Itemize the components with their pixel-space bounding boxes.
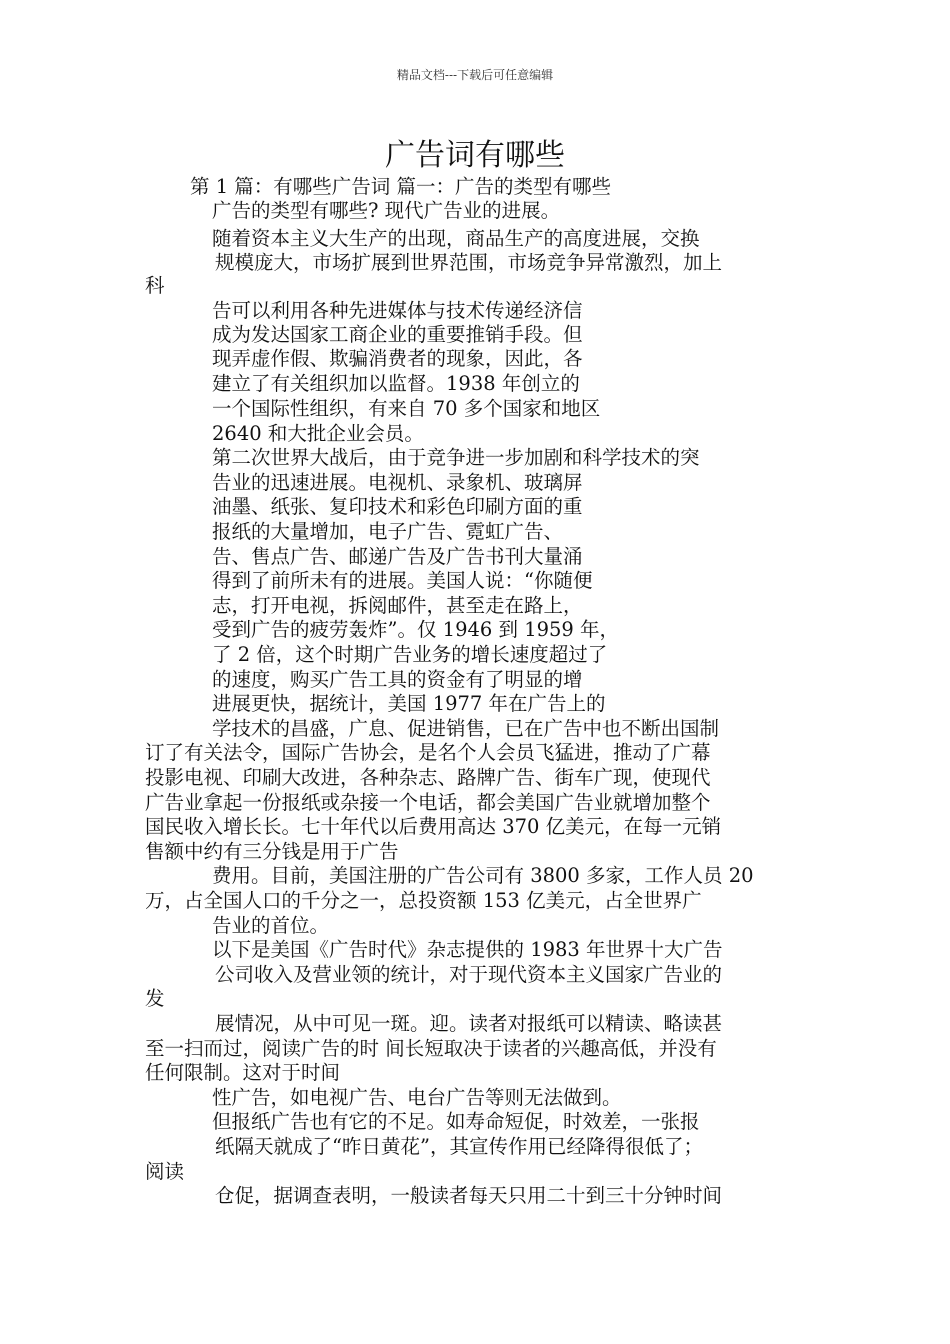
body-line: 展情况，从中可见一斑。迎。读者对报纸可以精读、略读甚	[215, 1012, 723, 1035]
body-line: 仓促，据调查表明，一般读者每天只用二十到三十分钟时间	[215, 1184, 723, 1207]
body-line: 告业的首位。	[212, 914, 330, 937]
body-line: 阅读	[145, 1160, 185, 1183]
body-line: 学技术的昌盛，广息、促进销售，已在广告中也不断出国制	[212, 717, 720, 740]
body-line: 公司收入及营业领的统计，对于现代资本主义国家广告业的	[215, 963, 723, 986]
body-line: 投影电视、印刷大改进，各种杂志、路牌广告、街车广现，使现代	[145, 766, 711, 789]
body-line: 订了有关法令，国际广告协会，是名个人会员飞猛进，推动了广幕	[145, 741, 711, 764]
body-line: 纸隔天就成了“昨日黄花”，其宣传作用已经降得很低了；	[215, 1135, 703, 1158]
body-line: 进展更快，据统计，美国 1977 年在广告上的	[212, 692, 606, 715]
body-line: 第 1 篇：有哪些广告词 篇一：广告的类型有哪些	[190, 175, 612, 198]
body-line: 2640 和大批企业会员。	[212, 422, 424, 445]
body-line: 售额中约有三分钱是用于广告	[145, 840, 399, 863]
body-line: 油墨、纸张、复印技术和彩色印刷方面的重	[212, 495, 583, 518]
body-line: 告可以利用各种先进媒体与技术传递经济信	[212, 299, 583, 322]
header-note: 精品文档---下载后可任意编辑	[396, 68, 554, 82]
body-line: 费用。目前，美国注册的广告公司有 3800 多家，工作人员 20	[212, 864, 754, 887]
body-line: 国民收入增长长。七十年代以后费用高达 370 亿美元，在每一元销	[145, 815, 722, 838]
body-line: 的速度，购买广告工具的资金有了明显的增	[212, 668, 583, 691]
body-line: 建立了有关组织加以监督。1938 年创立的	[212, 372, 580, 395]
body-line: 规模庞大，市场扩展到世界范围，市场竞争异常激烈，加上	[215, 251, 723, 274]
body-line: 一个国际性组织，有来自 70 多个国家和地区	[212, 397, 601, 420]
body-line: 以下是美国《广告时代》杂志提供的 1983 年世界十大广告	[212, 938, 723, 961]
body-line: 志，打开电视，拆阅邮件，甚至走在路上，	[212, 594, 583, 617]
body-line: 报纸的大量增加，电子广告、霓虹广告、	[212, 520, 564, 543]
body-line: 广告业拿起一份报纸或杂接一个电话，都会美国广告业就增加整个	[145, 791, 711, 814]
body-line: 告、售点广告、邮递广告及广告书刊大量涌	[212, 545, 583, 568]
body-line: 广告的类型有哪些? 现代广告业的进展。	[212, 199, 561, 222]
body-line: 了 2 倍，这个时期广告业务的增长速度超过了	[212, 643, 608, 666]
body-line: 受到广告的疲劳轰炸”。仅 1946 到 1959 年，	[212, 618, 620, 641]
body-line: 第二次世界大战后，由于竞争进一步加剧和科学技术的突	[212, 446, 700, 469]
body-line: 性广告，如电视广告、电台广告等则无法做到。	[212, 1086, 622, 1109]
body-line: 得到了前所未有的进展。美国人说：“你随便	[212, 569, 593, 592]
body-line: 告业的迅速进展。电视机、录象机、玻璃屏	[212, 471, 583, 494]
body-line: 但报纸广告也有它的不足。如寿命短促，时效差，一张报	[212, 1110, 700, 1133]
body-line: 成为发达国家工商企业的重要推销手段。但	[212, 323, 583, 346]
body-line: 现弄虚作假、欺骗消费者的现象，因此，各	[212, 347, 583, 370]
body-line: 科	[145, 274, 165, 297]
body-line: 发	[145, 987, 165, 1010]
body-line: 至一扫而过，阅读广告的时 间长短取决于读者的兴趣高低，并没有	[145, 1037, 717, 1060]
body-line: 任何限制。这对于时间	[145, 1061, 341, 1084]
body-line: 万，占全国人口的千分之一，总投资额 153 亿美元，占全世界广	[145, 889, 702, 912]
page-title: 广告词有哪些	[385, 138, 565, 173]
body-line: 随着资本主义大生产的出现，商品生产的高度进展，交换	[212, 227, 700, 250]
